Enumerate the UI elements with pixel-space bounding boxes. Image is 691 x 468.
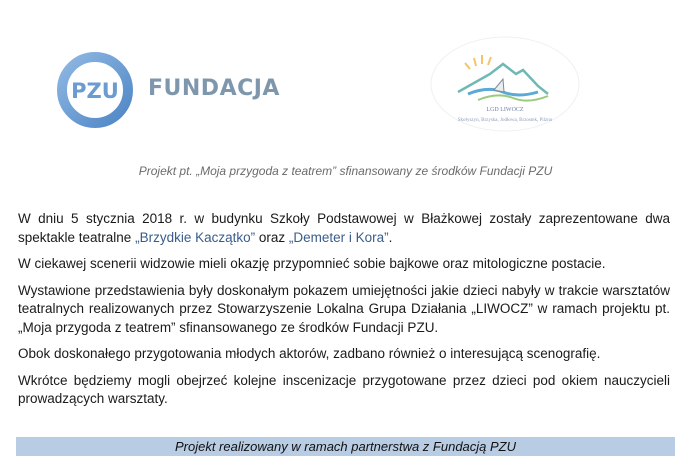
project-caption: Projekt pt. „Moja przygoda z teatrem” sfinansowany ze środków Fundacji PZU (138, 164, 553, 178)
pzu-logo-icon (57, 52, 133, 128)
paragraph-1: W dniu 5 stycznia 2018 r. w budynku Szkoły Podstawowej w Błażkowej zostały zaprezentowane dwa spektakle teatralne „Brzydkie Kaczątko” oraz „Demeter i Kora”. (18, 211, 670, 245)
play-title-2: „Demeter i Kora” (288, 229, 389, 245)
article-body (18, 210, 670, 417)
paragraph-4: Obok doskonałego przygotowania młodych aktorów, zadbano również o interesującą scenografię. (18, 346, 601, 361)
paragraph-3: Wystawione przedstawienia były doskonałym pokazem umiejętności jakie dzieci nabyły w trakcie warsztatów teatralnych realizowanych przez Stowarzyszenie Lokalna Grupa Działania „LIWOCZ” w ramach projektu pt. „Moja przygoda z teatrem” sfinansowanego ze środków Fundacji PZU. (18, 282, 670, 335)
svg-text:Skołyszyn, Brzyska, Jodłowa, B: Skołyszyn, Brzyska, Jodłowa, Brzostek, Pilzno (457, 118, 553, 123)
svg-text:PZU: PZU (71, 79, 119, 103)
lgd-liwocz-logo-icon (428, 34, 583, 134)
play-title-1: „Brzydkie Kaczątko” (135, 229, 256, 245)
partnership-banner: Projekt realizowany w ramach partnerstwa z Fundacją PZU (16, 437, 675, 456)
page-header (0, 0, 691, 150)
paragraph-2: W ciekawej scenerii widzowie mieli okazję przypomnieć sobie bajkowe oraz mitologiczne postacie. (18, 256, 606, 271)
paragraph-5: Wkrótce będziemy mogli obejrzeć kolejne inscenizacje przygotowane przez dzieci pod okiem nauczycieli prowadzących warsztaty. (18, 372, 670, 406)
fundacja-wordmark: FUNDACJA (148, 76, 280, 101)
svg-text:LGD LIWOCZ: LGD LIWOCZ (486, 107, 524, 113)
